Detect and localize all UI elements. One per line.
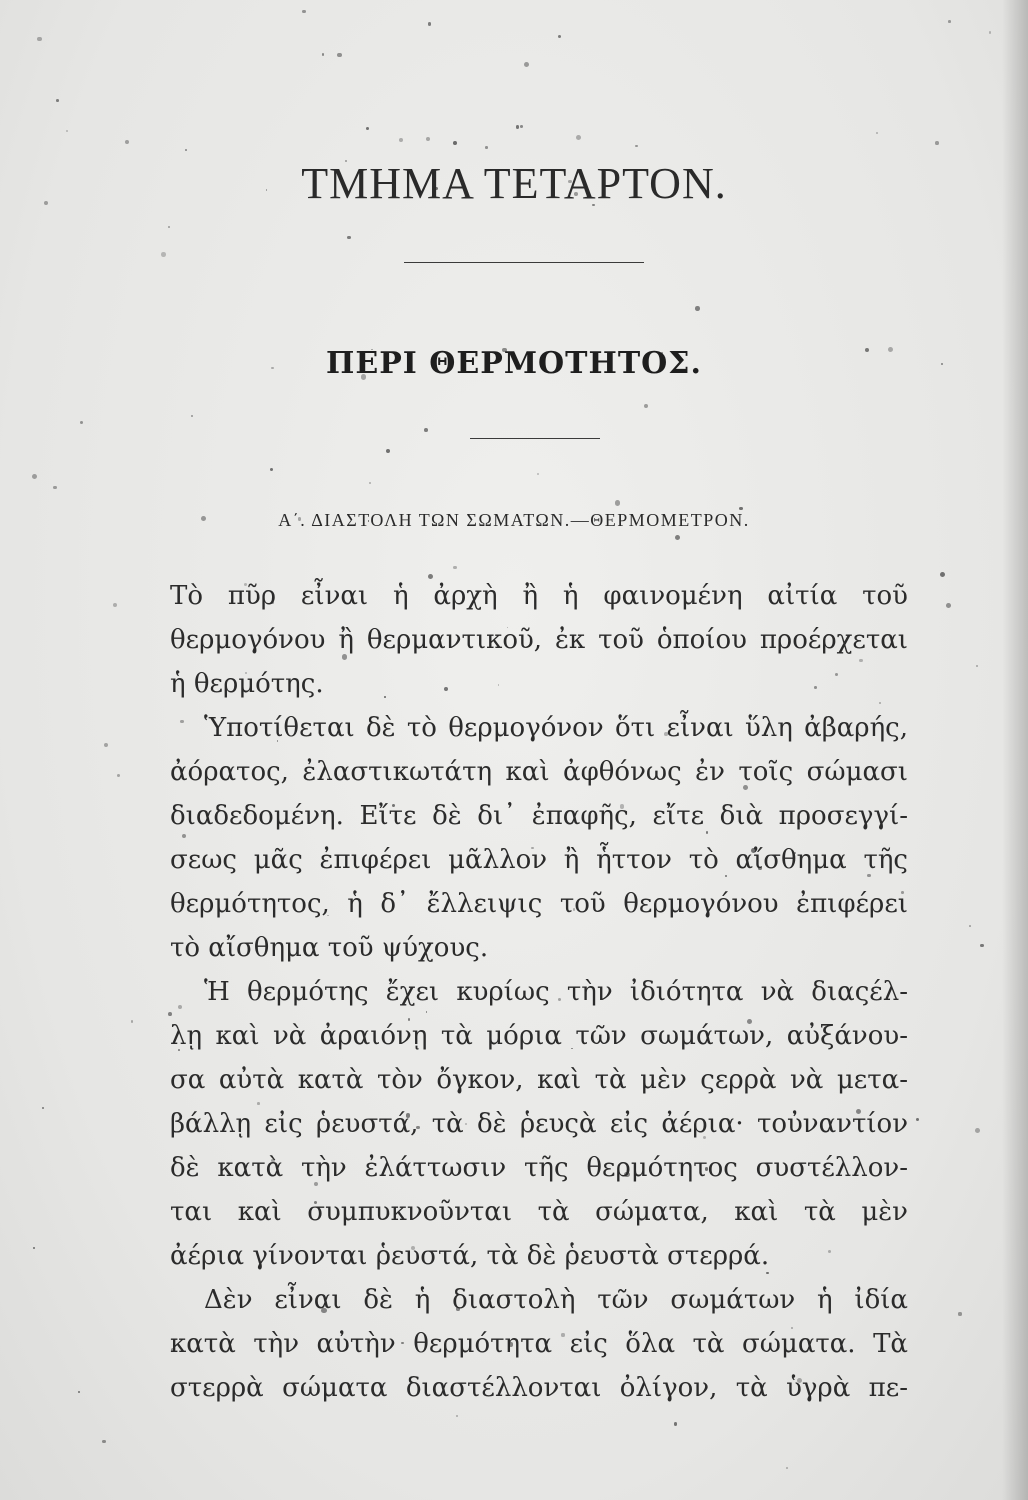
text-line: Δὲν εἶναι δὲ ἡ διαστολὴ τῶν σωμάτων ἡ ἰδία bbox=[204, 1285, 908, 1315]
paper-speck bbox=[695, 306, 700, 311]
paper-speck bbox=[33, 1247, 35, 1249]
paper-speck bbox=[161, 252, 166, 257]
section-title: ΤΜΗΜΑ ΤΕΤΑΡΤΟΝ. bbox=[301, 159, 727, 208]
paper-speck bbox=[426, 137, 431, 142]
text-line: λῃ καὶ νὰ ἀραιόνῃ τὰ μόρια τῶν σωμάτων, αὐξάνου- bbox=[170, 1021, 908, 1051]
topic-divider bbox=[470, 438, 600, 439]
paper-speck bbox=[916, 1118, 919, 1121]
paper-speck bbox=[78, 1391, 80, 1393]
paper-speck bbox=[131, 1020, 134, 1023]
paper-speck bbox=[524, 62, 529, 67]
paper-speck bbox=[37, 37, 41, 41]
text-line: ἀόρατος, ἐλαστικωτάτη καὶ ἀφθόνως ἐν τοῖς σώμασι bbox=[170, 757, 908, 787]
paper-speck bbox=[337, 53, 341, 57]
page-spine-shadow bbox=[1002, 0, 1028, 1500]
paper-speck bbox=[940, 572, 945, 577]
paper-speck bbox=[369, 482, 372, 485]
paper-speck bbox=[980, 944, 984, 948]
paper-speck bbox=[168, 226, 170, 228]
text-line: τὸ αἴσθημα τοῦ ψύχους. bbox=[170, 933, 489, 963]
text-line: σεως μᾶς ἐπιφέρει μᾶλλον ἢ ἧττον τὸ αἴσθημα τῆς bbox=[170, 845, 908, 875]
text-line: ται καὶ συμπυκνοῦνται τὰ σώματα, καὶ τὰ μὲν bbox=[170, 1197, 908, 1227]
text-line: θερμογόνου ἢ θερμαντικοῦ, ἐκ τοῦ ὁποίου προέρχεται bbox=[170, 625, 908, 655]
paper-speck bbox=[428, 22, 431, 25]
text-line: σα αὐτὰ κατὰ τὸν ὄγκον, καὶ τὰ μὲν ςερρὰ νὰ μετα- bbox=[170, 1065, 908, 1095]
text-line: Ὑποτίθεται δὲ τὸ θερμογόνον ὅτι εἶναι ὕλη ἀβαρής, bbox=[204, 713, 908, 743]
paper-speck bbox=[958, 1312, 961, 1315]
paper-speck bbox=[125, 140, 129, 144]
paper-speck bbox=[302, 10, 305, 13]
subsection-title: Α΄. ΔΙΑΣΤΟΛΗ ΤΩΝ ΣΩΜΑΤΩΝ.—ΘΕΡΜΟΜΕΤΡΟΝ. bbox=[278, 510, 750, 530]
paper-speck bbox=[558, 35, 561, 38]
paper-speck bbox=[876, 132, 878, 134]
paper-speck bbox=[975, 1128, 980, 1133]
paper-speck bbox=[969, 925, 971, 927]
text-line: δὲ κατὰ τὴν ἐλάττωσιν τῆς θερμότητος συστέλλον- bbox=[170, 1153, 908, 1183]
paper-speck bbox=[935, 141, 939, 145]
paper-speck bbox=[948, 20, 951, 23]
paper-speck bbox=[117, 774, 120, 777]
paper-speck bbox=[113, 603, 117, 607]
paper-speck bbox=[675, 535, 680, 540]
paper-speck bbox=[516, 125, 519, 128]
paper-speck bbox=[80, 421, 83, 424]
paper-speck bbox=[786, 1467, 788, 1469]
paper-speck bbox=[53, 486, 57, 490]
text-line: θερμότητος, ἡ δ᾽ ἔλλειψις τοῦ θερμογόνου ἐπιφέρει bbox=[170, 889, 908, 919]
paper-speck bbox=[635, 145, 638, 148]
paper-speck bbox=[485, 146, 488, 149]
paper-speck bbox=[104, 743, 108, 747]
paper-speck bbox=[644, 404, 648, 408]
paper-speck bbox=[185, 149, 187, 151]
text-line: διαδεδομένη. Εἴτε δὲ δι᾽ ἐπαφῆς, εἴτε διὰ προσεγγί- bbox=[170, 801, 908, 831]
paper-speck bbox=[191, 415, 193, 417]
paper-speck bbox=[32, 474, 37, 479]
paper-speck bbox=[424, 428, 428, 432]
text-line: Ἡ θερμότης ἔχει κυρίως τὴν ἰδιότητα νὰ διαςέλ- bbox=[204, 977, 908, 1007]
text-line: ἀέρια γίνονται ῥευστά, τὰ δὲ ῥευστὰ στερρά. bbox=[170, 1241, 770, 1271]
paper-speck bbox=[989, 31, 992, 34]
paper-speck bbox=[456, 1415, 458, 1417]
text-line: ἡ θερμότης. bbox=[170, 669, 324, 699]
paper-speck bbox=[56, 99, 59, 102]
paper-speck bbox=[102, 1440, 105, 1443]
paper-speck bbox=[322, 53, 324, 55]
text-line: Τὸ πῦρ εἶναι ἡ ἀρχὴ ἢ ἡ φαινομένη αἰτία τοῦ bbox=[170, 581, 908, 611]
title-divider bbox=[404, 262, 644, 263]
body-text bbox=[170, 574, 908, 1410]
paper-speck bbox=[674, 1422, 677, 1425]
paper-speck bbox=[66, 130, 68, 132]
text-line: στερρὰ σώματα διαστέλλονται ὀλίγον, τὰ ὑγρὰ πε- bbox=[170, 1373, 908, 1403]
paper-speck bbox=[520, 125, 523, 128]
paper-speck bbox=[399, 138, 403, 142]
paper-speck bbox=[946, 603, 951, 608]
paper-speck bbox=[347, 236, 351, 240]
text-line: βάλλῃ εἰς ῥευστά, τὰ δὲ ῥευςὰ εἰς ἀέρια· τοὐναντίον bbox=[170, 1109, 908, 1139]
paper-speck bbox=[453, 566, 456, 569]
paper-speck bbox=[453, 141, 457, 145]
paper-speck bbox=[976, 665, 978, 667]
topic-title: ΠΕΡΙ ΘΕΡΜΟΤΗΤΟΣ. bbox=[326, 346, 702, 381]
text-line: κατὰ τὴν αὐτὴν θερμότητα εἰς ὅλα τὰ σώματα. Τὰ bbox=[170, 1329, 908, 1359]
paper-speck bbox=[270, 468, 273, 471]
paper-speck bbox=[576, 135, 581, 140]
paper-speck bbox=[366, 127, 369, 130]
paper-speck bbox=[537, 473, 539, 475]
paper-speck bbox=[42, 1107, 44, 1109]
paper-speck bbox=[615, 500, 620, 505]
paper-speck bbox=[386, 449, 390, 453]
